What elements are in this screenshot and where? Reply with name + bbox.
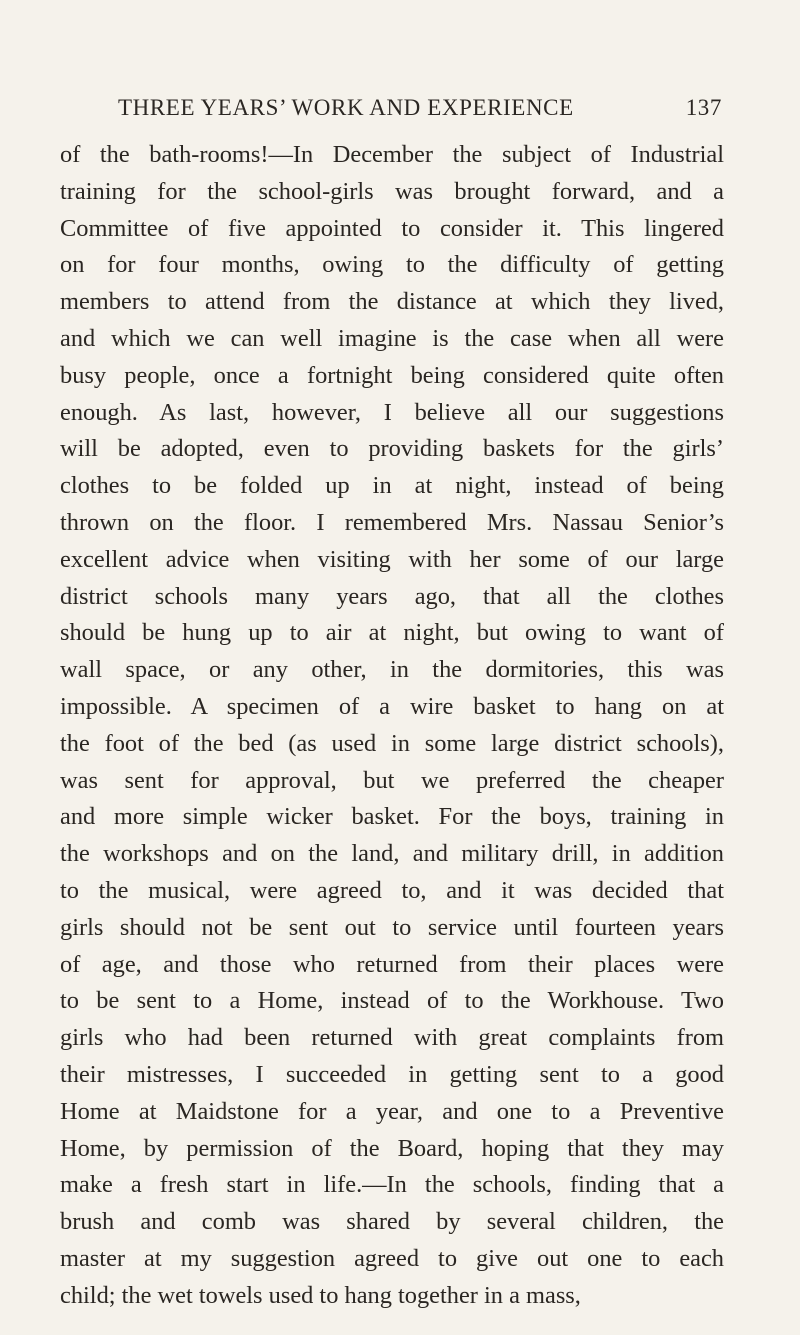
text-line: girls should not be sent out to service until fourteen years: [60, 913, 724, 941]
text-line: excellent advice when visiting with her some of our large: [60, 545, 724, 573]
text-line: was sent for approval, but we preferred the cheaper: [60, 766, 724, 794]
text-line: brush and comb was shared by several children, the: [60, 1208, 724, 1236]
text-line: Committee of five appointed to consider it. This lingered: [60, 214, 724, 242]
text-line: and more simple wicker basket. For the boys, training in: [60, 803, 724, 831]
running-head: [118, 95, 722, 129]
text-line: make a fresh start in life.—In the schools, finding that a: [60, 1171, 724, 1199]
text-line: the workshops and on the land, and military drill, in addition: [60, 840, 724, 868]
text-line: their mistresses, I succeeded in getting sent to a good: [60, 1060, 724, 1088]
text-line: training for the school-girls was brought forward, and a: [60, 177, 724, 205]
text-line: of the bath-rooms!—In December the subject of Industrial: [60, 141, 724, 168]
text-line: will be adopted, even to providing baskets for the girls’: [60, 435, 724, 463]
text-line: members to attend from the distance at which they lived,: [60, 288, 724, 316]
text-line: master at my suggestion agreed to give out one to each: [60, 1244, 724, 1272]
text-line: the foot of the bed (as used in some large district schools),: [60, 729, 724, 757]
text-line: to be sent to a Home, instead of to the Workhouse. Two: [60, 987, 724, 1015]
page-number: 137: [685, 95, 722, 120]
text-line: child; the wet towels used to hang together in a mass,: [60, 1281, 581, 1309]
text-line: enough. As last, however, I believe all our suggestions: [60, 398, 724, 426]
running-head-title: THREE YEARS’ WORK AND EXPERIENCE: [118, 95, 574, 120]
body-text: [60, 137, 724, 1315]
text-line: Home at Maidstone for a year, and one to a Preventive: [60, 1097, 724, 1125]
text-line: on for four months, owing to the difficulty of getting: [60, 251, 724, 279]
text-line: and which we can well imagine is the case when all were: [60, 324, 724, 352]
text-line: clothes to be folded up in at night, instead of being: [60, 472, 724, 500]
text-line: to the musical, were agreed to, and it was decided that: [60, 876, 724, 904]
text-line: wall space, or any other, in the dormitories, this was: [60, 656, 724, 684]
text-line: busy people, once a fortnight being considered quite often: [60, 361, 724, 389]
text-line: Home, by permission of the Board, hoping that they may: [60, 1134, 724, 1162]
text-line: should be hung up to air at night, but owing to want of: [60, 619, 724, 647]
text-line: district schools many years ago, that all the clothes: [60, 582, 724, 610]
text-line: impossible. A specimen of a wire basket to hang on at: [60, 692, 724, 720]
text-line: girls who had been returned with great complaints from: [60, 1024, 724, 1052]
text-line: thrown on the floor. I remembered Mrs. Nassau Senior’s: [60, 508, 724, 536]
text-line: of age, and those who returned from their places were: [60, 950, 724, 978]
